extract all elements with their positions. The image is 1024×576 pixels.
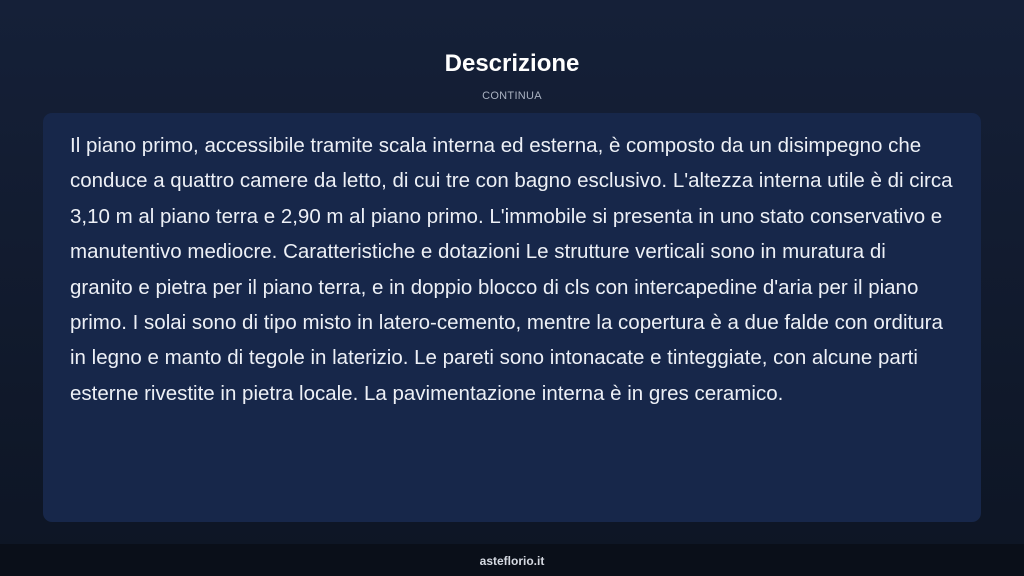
footer-bar [0,544,1024,576]
continuation-label: CONTINUA [482,90,542,102]
description-text: Il piano primo, accessibile tramite scala interna ed esterna, è composto da un disimpegno che conduce a quattro camere da letto, di cui tre con bagno esclusivo. L'altezza interna utile è di circa 3,10 m al piano terra e 2,90 m al piano primo. L'immobile si presenta in uno stato conservativo e manutentivo mediocre. Caratteristiche e dotazioni Le strutture verticali sono in muratura di granito e pietra per il piano terra, e in doppio blocco di cls con intercapedine d'aria per il piano primo. I solai sono di tipo misto in latero-cemento, mentre la copertura è a due falde con orditura in legno e manto di tegole in laterizio. Le pareti sono intonacate e tinteggiate, con alcune parti esterne rivestite in pietra locale. La pavimentazione interna è in gres ceramico. [70,134,953,405]
page-title: Descrizione [444,50,580,77]
description-card [43,113,981,522]
site-name: asteflorio.it [479,554,545,568]
